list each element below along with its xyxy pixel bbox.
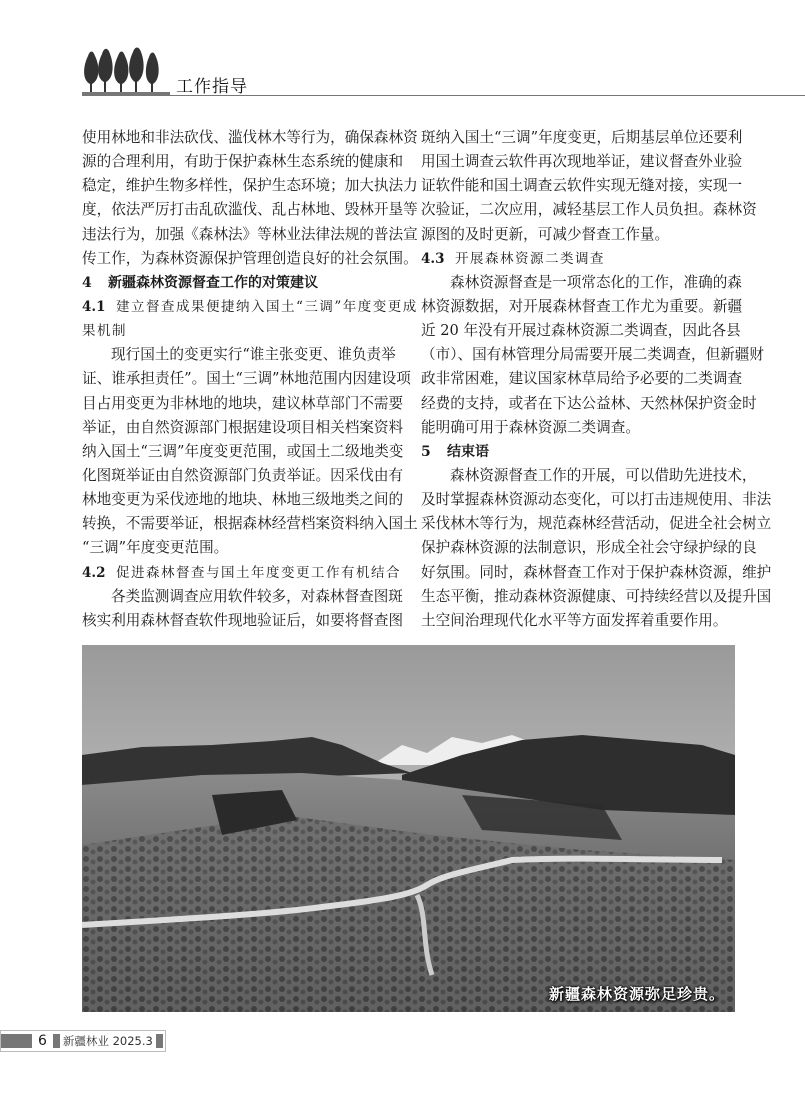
heading-number: 4 [82,274,92,291]
subsection-heading [82,319,395,343]
paragraph-line: “三调”年度变更范围。 [82,539,229,557]
paragraph-line: 使用林地和非法砍伐、滥伐林木等行为，确保森林资 [82,129,418,146]
paragraph-line: 度，依法严厉打击乱砍滥伐、乱占林地、毁林开垦等 [82,201,418,219]
footer-bar [1,1034,32,1048]
paragraph-line: 用国土调查云软件再次现地举证，建议督查外业验 [421,153,743,171]
paragraph-line: 证、谁承担责任”。国土“三调”林地范围内因建设项 [82,370,411,388]
heading-text: 果机制 [82,323,127,340]
subsection-heading [82,295,418,319]
paragraph-line: 源的合理利用，有助于保护森林生态系统的健康和 [82,153,404,171]
heading-text: 开展森林资源二类调查 [455,250,605,267]
footer-square [156,1034,163,1048]
landscape-photo [82,645,735,1012]
paragraph-line: 传工作，为森林资源保护管理创造良好的社会氛围。 [82,249,418,267]
heading-text: 结束语 [447,443,489,460]
paragraph-line: 采伐林木等行为，规范森林经营活动，促进全社会树立 [421,515,772,533]
section-heading [421,440,734,464]
paragraph-line: 森林资源督查工作的开展，可以借助先进技术， [450,466,757,484]
paragraph-line: 次验证，二次应用，减轻基层工作人员负担。森林资 [421,201,757,219]
paragraph-line: 证软件能和国土调查云软件实现无缝对接，实现一 [421,177,743,195]
paragraph-line: 土空间治理现代化水平等方面发挥着重要作用。 [421,611,728,629]
paragraph-line: 现行国土的变更实行“谁主张变更、谁负责举 [111,346,396,364]
section-title: 工作指导 [176,77,248,97]
paragraph-line: 化图斑举证由自然资源部门负责举证。因采伐由有 [82,466,404,484]
heading-number: 4.3 [421,250,445,267]
paragraph-line: 举证，由自然资源部门根据建设项目相关档案资料 [82,418,404,436]
paragraph-line: 林资源数据，对开展森林督查工作尤为重要。新疆 [421,297,743,315]
paragraph-line: 近 20 年没有开展过森林资源二类调查，因此各县 [421,322,741,340]
footer-square [53,1034,60,1048]
paragraph-line: 经费的支持，或者在下达公益林、天然林保护资金时 [421,394,757,412]
heading-number: 5 [421,443,431,460]
heading-number: 4.2 [82,564,106,581]
page-footer [0,1030,166,1052]
heading-text: 建立督查成果便捷纳入国土“三调”年度变更成 [116,298,418,315]
heading-number: 4.1 [82,298,106,315]
paragraph-line: 各类监测调查应用软件较多，对森林督查图斑 [111,587,403,605]
right-text-column [421,126,772,633]
paragraph-line: 纳入国土“三调”年度变更范围，或国土二级地类变 [82,442,404,460]
section-heading [82,271,395,295]
paragraph-line: 违法行为，加强《森林法》等林业法律法规的普法宣 [82,225,418,243]
left-text-column [82,126,418,633]
paragraph-line: 能明确可用于森林资源二类调查。 [421,418,640,436]
paragraph-line: 林地变更为采伐迹地的地块、林地三级地类之间的 [82,491,404,509]
paragraph-line: 稳定，维护生物多样性，保护生态环境；加大执法力 [82,177,418,195]
page-number: 6 [38,1033,47,1049]
subsection-heading [421,247,734,271]
paragraph-line: 及时掌握森林资源动态变化，可以打击违规使用、非法 [421,491,772,509]
paragraph-line: 政非常困难，建议国家林草局给予必要的二类调查 [421,370,743,388]
paragraph-line: 保护森林资源的法制意识，形成全社会守绿护绿的良 [421,539,757,557]
paragraph-line: 转换，不需要举证，根据森林经营档案资料纳入国土 [82,515,418,533]
paragraph-line: 斑纳入国土“三调”年度变更，后期基层单位还要利 [421,129,743,146]
tree-logo-icon [82,44,168,94]
paragraph-line: 生态平衡，推动森林资源健康、可持续经营以及提升国 [421,587,772,605]
paragraph-line: 森林资源督查是一项常态化的工作，准确的森 [450,273,742,291]
journal-issue: 新疆林业 2025.3 [62,1034,153,1048]
photo-caption: 新疆森林资源弥足珍贵。 [548,985,725,1003]
paragraph-line: 源图的及时更新，可减少督查工作量。 [421,225,670,243]
paragraph-line: （市）、国有林管理分局需要开展二类调查，但新疆财 [421,346,764,364]
heading-text: 新疆森林资源督查工作的对策建议 [108,274,318,291]
paragraph-line: 目占用变更为非林地的地块，建议林草部门不需要 [82,394,404,412]
paragraph-line: 好氛围。同时，森林督查工作对于保护森林资源，维护 [421,563,772,581]
subsection-heading [82,561,401,585]
heading-text: 促进森林督查与国土年度变更工作有机结合 [116,564,401,581]
paragraph-line: 核实利用森林督查软件现地验证后，如要将督查图 [82,611,404,629]
